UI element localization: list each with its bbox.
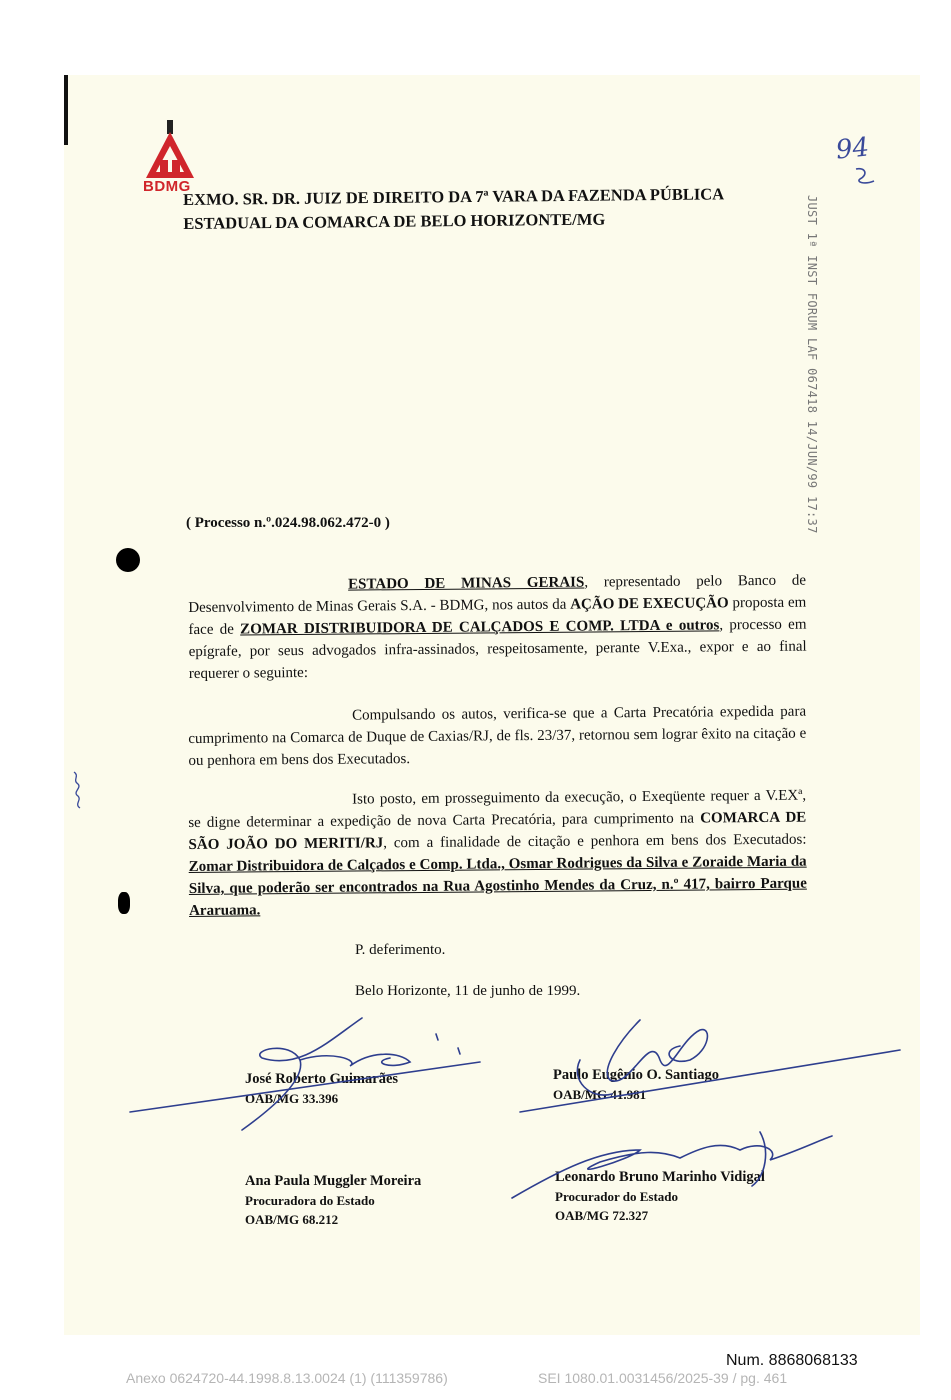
process-number: ( Processo n.º.024.98.062.472-0 ): [186, 515, 390, 531]
party-name: ESTADO DE MINAS GERAIS: [348, 574, 585, 593]
signature-block-3: [245, 1172, 421, 1229]
signer-oab: OAB/MG 72.327: [555, 1208, 649, 1223]
paragraph-2: [188, 701, 807, 772]
margin-handwriting-icon: [70, 770, 86, 810]
p2-text: Compulsando os autos, verifica-se que a Carta Precatória expedida para cumprimento na Comarca de Duque de Caxias/RJ, de fls. 23/37, retornou sem lograr êxito na citação e ou penhora em bens dos Executados.: [188, 703, 807, 769]
comarca-name: COMARCA DE SÃO JOÃO DO MERITI/RJ: [188, 809, 807, 853]
p3-text-1: Isto posto, em prosseguimento da execução, o Exeqüente requer a V.EXª, se digne determinar a expedição de nova Carta Precatória, para cumprimento na: [188, 787, 807, 831]
action-name: AÇÃO DE EXECUÇÃO: [570, 595, 729, 613]
signature-block-2: [553, 1066, 719, 1104]
signer-oab: OAB/MG 68.212: [245, 1212, 339, 1227]
document-number: Num. 8868068133: [726, 1352, 858, 1369]
signer-name: Ana Paula Muggler Moreira: [245, 1173, 422, 1189]
signer-oab: OAB/MG 41.981: [553, 1087, 647, 1102]
signature-block-4: [555, 1168, 765, 1225]
page-edge-shadow: [64, 75, 68, 145]
signer-role: Procuradora do Estado: [245, 1193, 375, 1208]
defendant-name: ZOMAR DISTRIBUIDORA DE CALÇADOS E COMP. LTDA e outros: [240, 617, 720, 638]
executados-list: Zomar Distribuidora de Calçados e Comp. Ltda., Osmar Rodrigues da Silva e Zoraide Maria da Silva, que poderão ser encontrados na Rua Agostinho Mendes da Cruz, n.º 417, bairro Parque Araruama.: [188, 853, 807, 919]
punch-hole-mark-2: [118, 892, 130, 914]
signer-name: José Roberto Guimarães: [245, 1071, 399, 1087]
court-receipt-stamp: JUST 1ª INST FORUM LAF 067418 14/JUN/99 17:37: [805, 195, 819, 534]
paragraph-1: [188, 570, 807, 685]
signer-oab: OAB/MG 33.396: [245, 1091, 339, 1106]
handwritten-page-number: 94: [834, 132, 871, 166]
signer-name: Paulo Eugênio O. Santiago: [553, 1067, 719, 1083]
signer-name: Leonardo Bruno Marinho Vidigal: [555, 1169, 765, 1185]
heading-line-1: EXMO. SR. DR. JUIZ DE DIREITO DA 7ª VARA DA FAZENDA PÚBLICA: [183, 184, 725, 209]
handwritten-flourish-icon: [852, 165, 878, 187]
annex-reference: Anexo 0624720-44.1998.8.13.0024 (1) (111359786): [126, 1370, 448, 1386]
paragraph-3: [188, 785, 807, 922]
p1-text-2: proposta em face de: [188, 594, 807, 638]
signer-role: Procurador do Estado: [555, 1189, 679, 1204]
p1-text-1: , representado pelo Banco de Desenvolvimento de Minas Gerais S.A. - BDMG, nos autos da: [188, 572, 807, 616]
closing-request: P. deferimento.: [355, 942, 446, 958]
punch-hole-mark: [116, 548, 140, 572]
place-date: Belo Horizonte, 11 de junho de 1999.: [355, 983, 581, 999]
logo-text: BDMG: [143, 178, 191, 195]
p1-text-3: , processo em epígrafe, por seus advogados infra-assinados, respeitosamente, perante V.Exa., expor e ao final requerer o seguinte:: [188, 616, 807, 682]
signature-block-1: [245, 1070, 398, 1108]
p3-text-2: , com a finalidade de citação e penhora em bens dos Executados:: [383, 831, 807, 852]
heading-line-2: ESTADUAL DA COMARCA DE BELO HORIZONTE/MG: [183, 209, 606, 233]
sei-reference: SEI 1080.01.0031456/2025-39 / pg. 461: [538, 1370, 788, 1386]
addressee-heading: [183, 182, 803, 236]
